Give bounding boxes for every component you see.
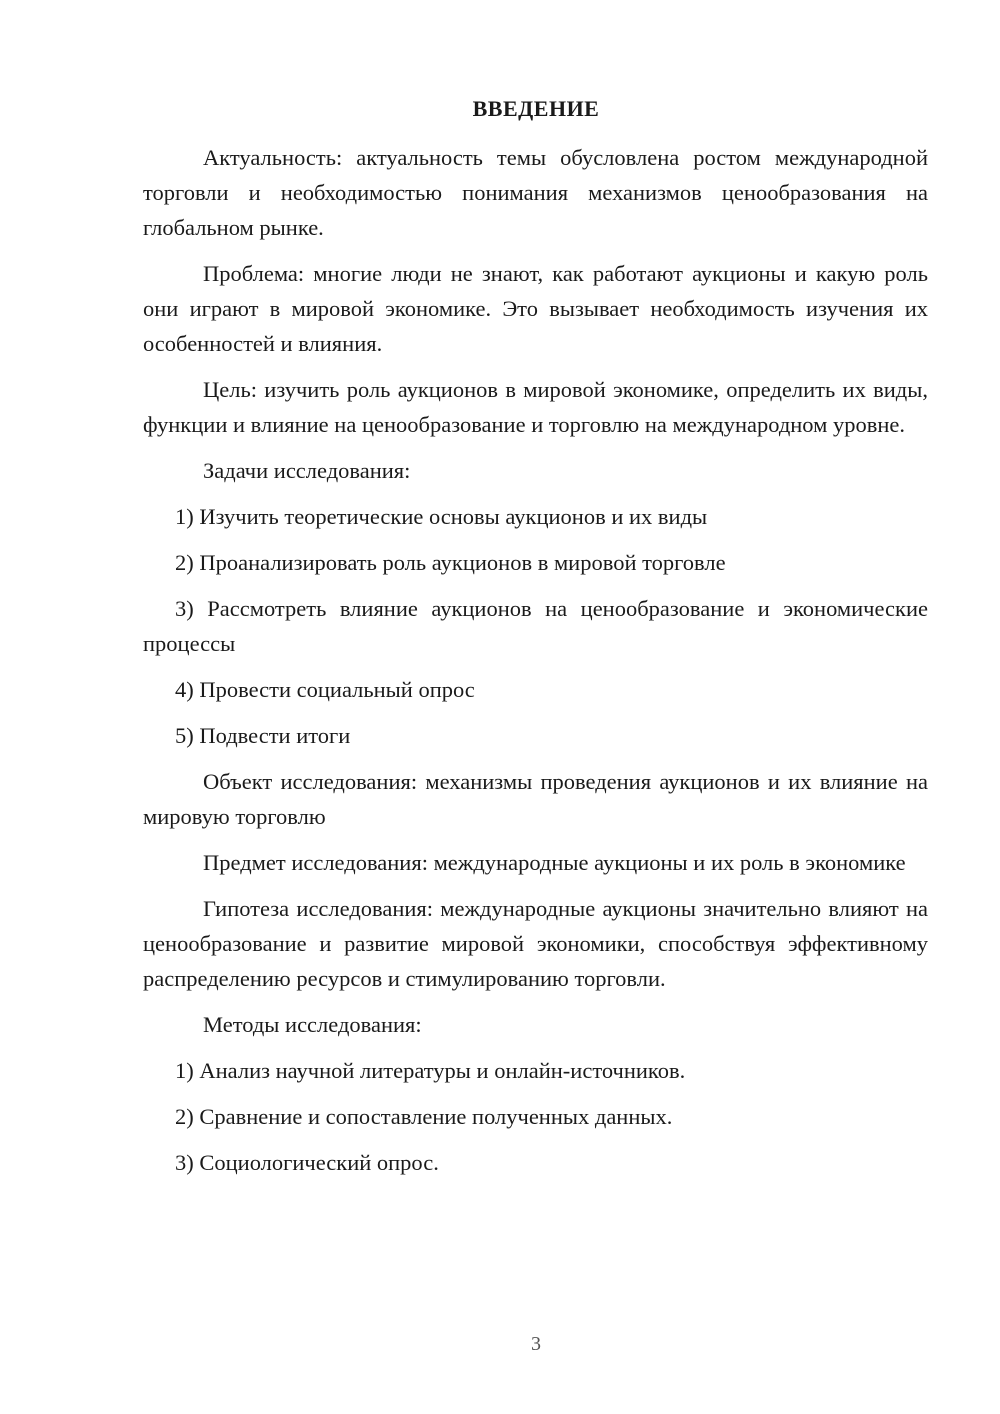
- page-number: 3: [531, 1333, 541, 1355]
- method-item-1: 1) Анализ научной литературы и онлайн-источников.: [175, 1058, 686, 1083]
- paragraph-hypothesis: Гипотеза исследования: международные аукционы значительно влияют на ценообразование и развитие мировой экономики, способствуя эффективному распределению ресурсов и стимулированию торговли.: [143, 896, 928, 991]
- paragraph-goal: Цель: изучить роль аукционов в мировой экономике, определить их виды, функции и влияние на ценообразование и торговлю на международном уровне.: [143, 377, 928, 437]
- method-item-3: 3) Социологический опрос.: [175, 1150, 439, 1175]
- method-item-2: 2) Сравнение и сопоставление полученных данных.: [175, 1104, 673, 1129]
- paragraph-methods-heading: Методы исследования:: [203, 1012, 422, 1037]
- task-item-1: 1) Изучить теоретические основы аукционов и их виды: [175, 504, 708, 529]
- paragraph-relevance: Актуальность: актуальность темы обусловлена ростом международной торговли и необходимостью понимания механизмов ценообразования на глобальном рынке.: [143, 145, 928, 240]
- paragraph-object: Объект исследования: механизмы проведения аукционов и их влияние на мировую торговлю: [143, 769, 928, 829]
- paragraph-problem: Проблема: многие люди не знают, как работают аукционы и какую роль они играют в мировой экономике. Это вызывает необходимость изучения их особенностей и влияния.: [143, 261, 928, 356]
- task-item-2: 2) Проанализировать роль аукционов в мировой торговле: [175, 550, 726, 575]
- page-title: ВВЕДЕНИЕ: [472, 96, 600, 121]
- paragraph-tasks-heading: Задачи исследования:: [203, 458, 411, 483]
- task-item-3: 3) Рассмотреть влияние аукционов на ценообразование и экономические процессы: [143, 596, 928, 656]
- task-item-5: 5) Подвести итоги: [175, 723, 351, 748]
- paragraph-subject: Предмет исследования: международные аукционы и их роль в экономике: [203, 850, 906, 875]
- document-body: [143, 140, 928, 1191]
- task-item-4: 4) Провести социальный опрос: [175, 677, 475, 702]
